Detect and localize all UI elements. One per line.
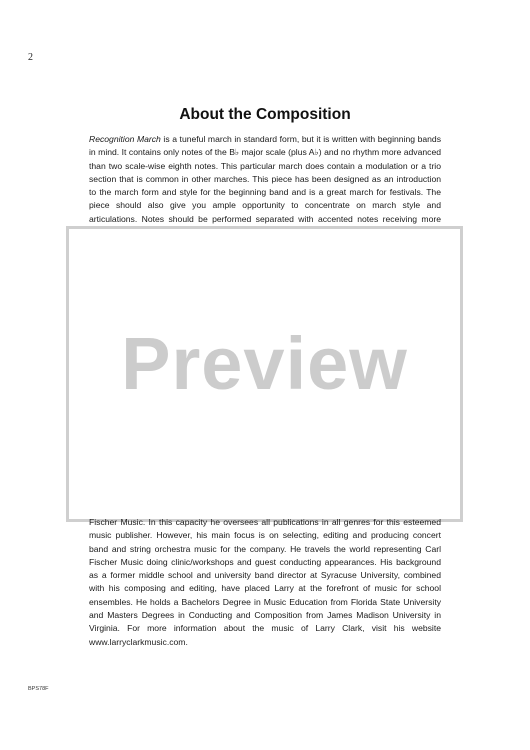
footer-code: BPS78F (28, 686, 49, 692)
work-title: Recognition March (89, 134, 161, 144)
preview-watermark: Preview (121, 322, 408, 405)
preview-overlay (66, 226, 463, 522)
page-number: 2 (28, 52, 33, 63)
bio-paragraph: Fischer Music. In this capacity he oversees all publications in all genres for this esteemed music publisher. However, his main focus is on selecting, editing and producing concert band and string orchestra music for the company. He travels the world representing Carl Fischer Music doing clinic/workshops and guest conducting appearances. His background as a former middle school and university band director at Syracuse University, combined with his composing and editing, have placed Larry at the forefront of music for school ensembles. He holds a Bachelors Degree in Music Education from Florida State University and Masters Degrees in Conducting and Composition from James Madison University in Virginia. For more information about the music of Larry Clark, visit his website www.larryclarkmusic.com. (89, 517, 441, 647)
intro-text: is a tuneful march in standard form, but it is written with beginning bands in mind. It contains only notes of the B♭ major scale (plus A♭) and no rhythm more advanced than two scale-wise eighth notes. This particular march does contain a modulation or a trio section that is common in other marches. This piece has been designed as an introduction to the march form and style for the beginning band and is a great march for festivals. The piece should also give you ample opportunity to concentrate on march style and articulations. Notes should be performed separated with accented notes receiving more (89, 134, 441, 224)
page-title: About the Composition (179, 106, 351, 123)
